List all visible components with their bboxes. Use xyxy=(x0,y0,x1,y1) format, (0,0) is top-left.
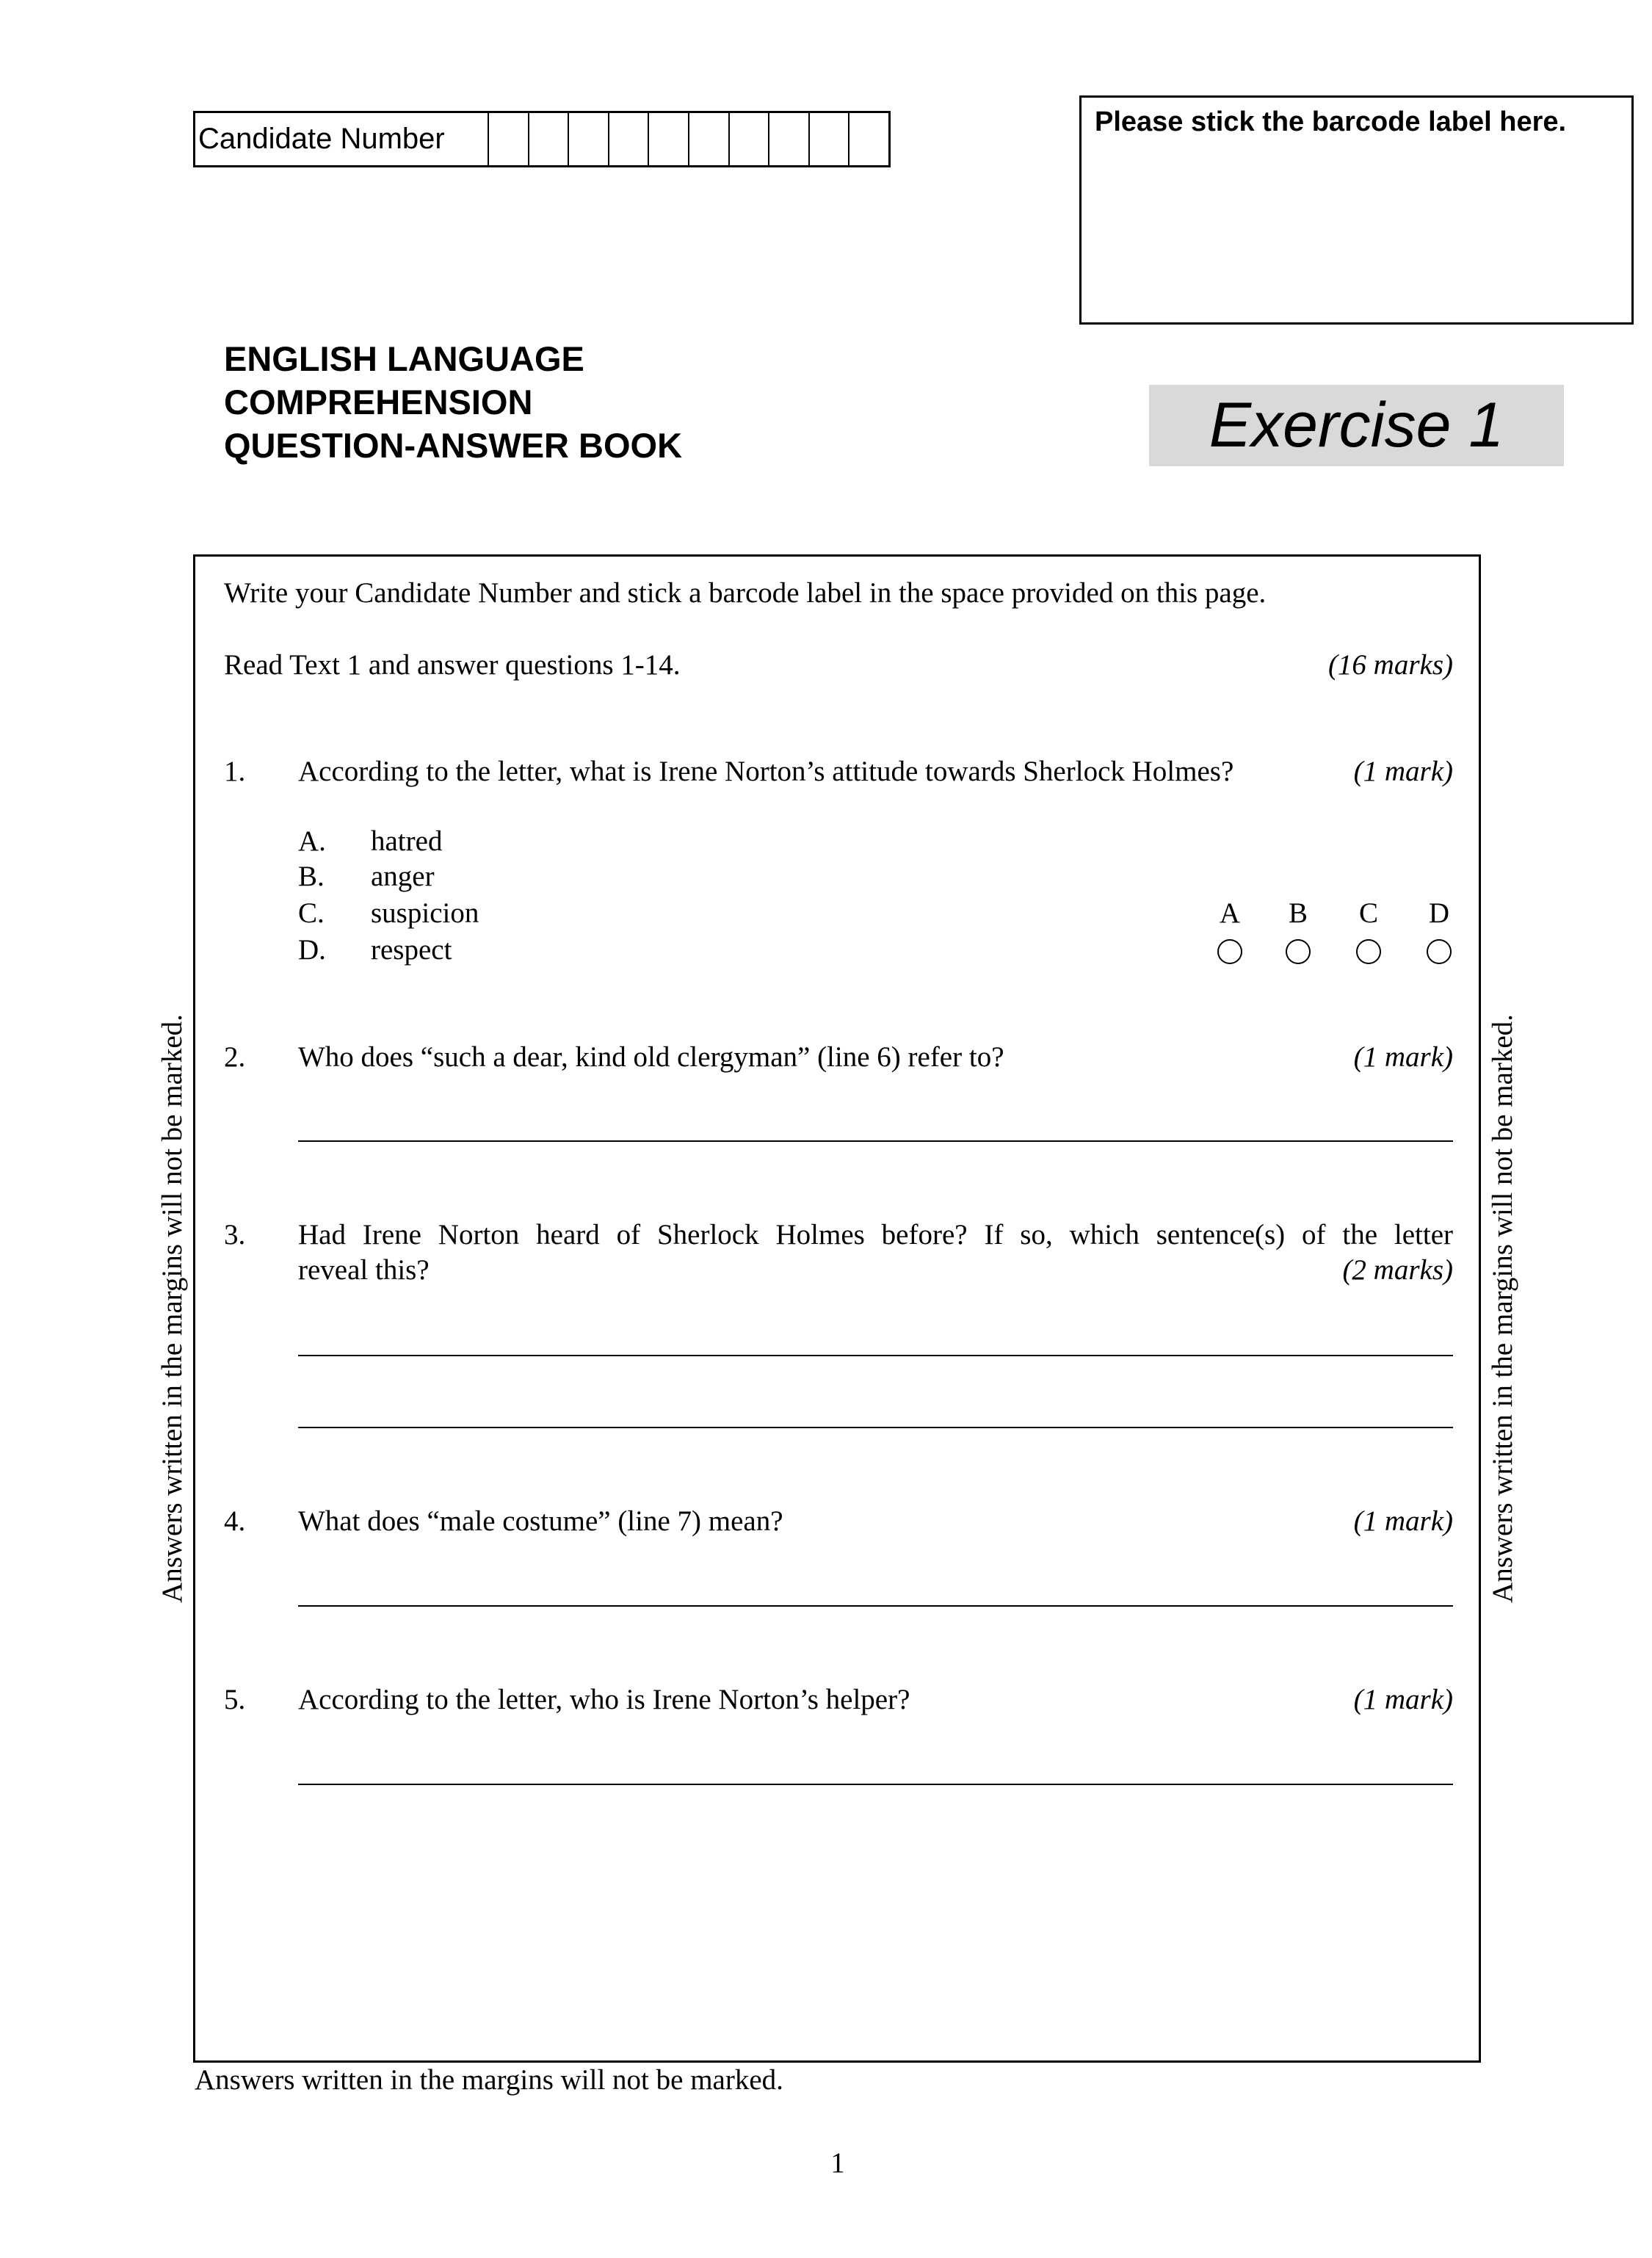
question-marks: (1 mark) xyxy=(1353,1041,1453,1073)
question-text-continued: reveal this? xyxy=(298,1254,430,1286)
question-marks: (1 mark) xyxy=(1353,1505,1453,1537)
option-text: respect xyxy=(371,934,452,966)
question-number: 4. xyxy=(224,1505,246,1537)
barcode-label-area xyxy=(1079,95,1634,325)
option-letter: C. xyxy=(298,897,325,929)
candidate-number-cell[interactable] xyxy=(849,113,888,165)
title-line-1: ENGLISH LANGUAGE xyxy=(224,339,584,378)
right-margin-note: Answers written in the margins will not be marked. xyxy=(1487,1014,1518,1603)
candidate-number-cell[interactable] xyxy=(689,113,730,165)
question-number: 5. xyxy=(224,1684,246,1715)
question-text: According to the letter, who is Irene Norton’s helper? xyxy=(298,1684,910,1715)
instruction-line-1: Write your Candidate Number and stick a barcode label in the space provided on this page. xyxy=(224,577,1267,609)
answer-bubble-d[interactable] xyxy=(1427,939,1452,964)
title-line-3: QUESTION-ANSWER BOOK xyxy=(224,426,683,465)
answer-bubble-b[interactable] xyxy=(1286,939,1311,964)
question-text: According to the letter, what is Irene Norton’s attitude towards Sherlock Holmes? xyxy=(298,756,1234,787)
candidate-number-cell[interactable] xyxy=(730,113,770,165)
exercise-label: Exercise 1 xyxy=(1149,385,1564,466)
bubble-label-a: A xyxy=(1219,897,1241,929)
candidate-number-box xyxy=(193,111,891,167)
question-marks: (1 mark) xyxy=(1353,756,1453,787)
answer-line[interactable] xyxy=(298,1355,1453,1356)
bubble-label-b: B xyxy=(1288,897,1308,929)
candidate-number-cell[interactable] xyxy=(649,113,689,165)
question-number: 3. xyxy=(224,1219,246,1251)
left-margin-note: Answers written in the margins will not be marked. xyxy=(156,1014,188,1603)
answer-bubble-a[interactable] xyxy=(1217,939,1242,964)
option-text: anger xyxy=(371,861,435,892)
candidate-number-cell[interactable] xyxy=(489,113,529,165)
answer-line[interactable] xyxy=(298,1140,1453,1142)
candidate-number-label: Candidate Number xyxy=(195,113,489,165)
candidate-number-cell[interactable] xyxy=(569,113,609,165)
question-marks: (1 mark) xyxy=(1353,1684,1453,1715)
question-number: 2. xyxy=(224,1041,246,1073)
bubble-label-c: C xyxy=(1358,897,1378,929)
candidate-number-cell[interactable] xyxy=(529,113,570,165)
candidate-number-cell[interactable] xyxy=(769,113,810,165)
question-text: What does “male costume” (line 7) mean? xyxy=(298,1505,783,1537)
candidate-number-cell[interactable] xyxy=(609,113,650,165)
title-line-2: COMPREHENSION xyxy=(224,383,533,421)
question-number: 1. xyxy=(224,756,246,787)
instruction-line-2: Read Text 1 and answer questions 1-14. xyxy=(224,649,681,681)
option-letter: D. xyxy=(298,934,326,966)
answer-line[interactable] xyxy=(298,1605,1453,1607)
answer-line[interactable] xyxy=(298,1427,1453,1428)
option-letter: B. xyxy=(298,861,325,892)
total-marks: (16 marks) xyxy=(1327,649,1453,681)
option-text: suspicion xyxy=(371,897,479,929)
bubble-label-d: D xyxy=(1428,897,1450,929)
candidate-number-cell[interactable] xyxy=(810,113,850,165)
question-marks: (2 marks) xyxy=(1342,1254,1453,1286)
option-letter: A. xyxy=(298,825,326,857)
barcode-label-text: Please stick the barcode label here. xyxy=(1095,106,1567,137)
footer-note: Answers written in the margins will not be marked. xyxy=(195,2064,783,2096)
page-number: 1 xyxy=(830,2147,845,2179)
answer-line[interactable] xyxy=(298,1784,1453,1785)
question-text: Who does “such a dear, kind old clergyman” (line 6) refer to? xyxy=(298,1041,1004,1073)
answer-bubble-c[interactable] xyxy=(1356,939,1381,964)
option-text: hatred xyxy=(371,825,443,857)
question-text: Had Irene Norton heard of Sherlock Holmes before? If so, which sentence(s) of the letter xyxy=(298,1219,1453,1251)
